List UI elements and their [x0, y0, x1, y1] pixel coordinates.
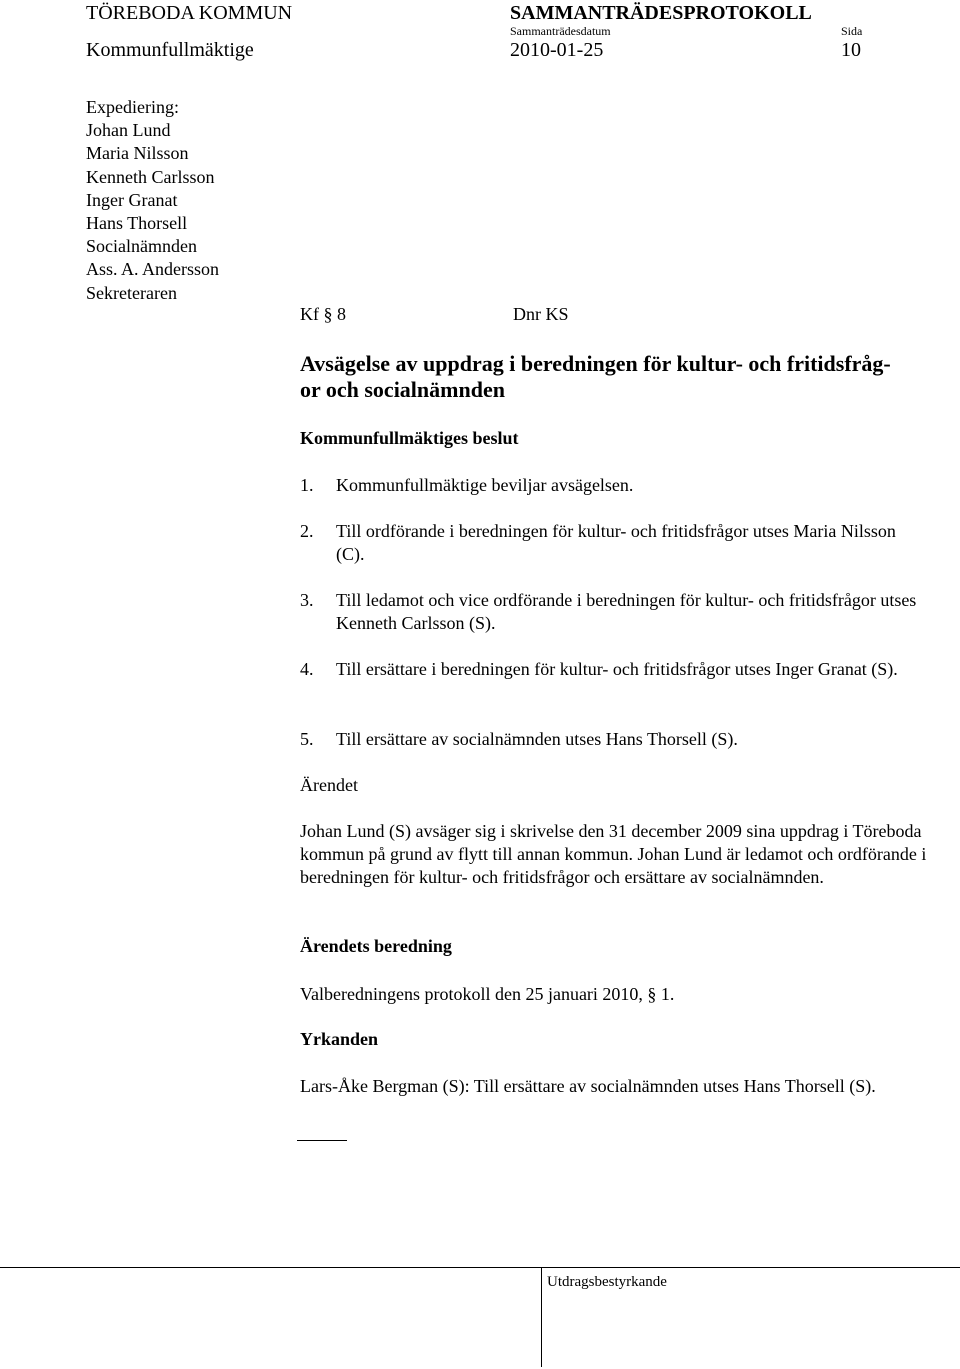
yrkanden-heading: Yrkanden	[300, 1029, 379, 1049]
end-rule	[297, 1140, 347, 1141]
extract-label: Utdragsbestyrkande	[547, 1274, 667, 1290]
recipient: Ass. A. Andersson	[86, 259, 220, 280]
expediering-block	[86, 96, 219, 305]
recipient: Hans Thorsell	[86, 213, 188, 234]
recipient: Sekreteraren	[86, 282, 177, 303]
case-title-line-1: Avsägelse av uppdrag i beredningen för kultur- och fritidsfråg-	[300, 351, 891, 376]
page-label: Sida	[841, 24, 863, 38]
recipient: Socialnämnden	[86, 236, 197, 257]
decision-item	[300, 474, 950, 497]
body-name: Kommunfullmäktige	[86, 39, 254, 61]
case-title-line-2: or och socialnämnden	[300, 377, 505, 402]
recipient: Inger Granat	[86, 189, 178, 210]
item-number: 1.	[300, 475, 314, 495]
item-number: 3.	[300, 590, 314, 610]
item-number: 5.	[300, 729, 314, 749]
protocol-title: SAMMANTRÄDESPROTOKOLL	[510, 2, 812, 24]
item-text: Till ersättare i beredningen för kultur- och fritidsfrågor utses Inger Granat (S).	[336, 659, 898, 679]
expediering-label: Expediering:	[86, 97, 179, 117]
decision-item	[300, 520, 950, 566]
footer-divider	[541, 1267, 542, 1367]
yrkanden-text: Lars-Åke Bergman (S): Till ersättare av socialnämnden utses Hans Thorsell (S).	[300, 1076, 876, 1096]
item-text: Till ersättare av socialnämnden utses Hans Thorsell (S).	[336, 729, 738, 749]
recipient: Johan Lund	[86, 120, 171, 141]
beredning-text: Valberedningens protokoll den 25 januari 2010, § 1.	[300, 984, 675, 1004]
arendet-heading: Ärendet	[300, 775, 358, 795]
beredning-heading: Ärendets beredning	[300, 936, 452, 956]
decision-item	[300, 589, 950, 635]
municipality-name: TÖREBODA KOMMUN	[86, 2, 293, 24]
dnr: Dnr KS	[513, 304, 569, 324]
recipient: Maria Nilsson	[86, 143, 189, 164]
item-number: 2.	[300, 521, 314, 541]
meeting-date: 2010-01-25	[510, 39, 604, 61]
item-text: Till ordförande i beredningen för kultur- och fritidsfrågor utses Maria Nilsson (C).	[336, 521, 896, 564]
footer-rule	[0, 1267, 960, 1268]
decision-item	[300, 728, 950, 751]
arendet-text: Johan Lund (S) avsäger sig i skrivelse den 31 december 2009 sina uppdrag i Töreboda kommun på grund av flytt till annan kommun. Johan Lund är ledamot och ordförande i beredningen för kultur- och fritidsfrågor och ersättare av socialnämnden.	[300, 821, 927, 887]
item-text: Till ledamot och vice ordförande i beredningen för kultur- och fritidsfrågor utses Kenneth Carlsson (S).	[336, 590, 917, 633]
recipient: Kenneth Carlsson	[86, 166, 215, 187]
decision-heading: Kommunfullmäktiges beslut	[300, 428, 519, 448]
meeting-date-label: Sammanträdesdatum	[510, 24, 611, 38]
section-number: Kf § 8	[300, 304, 346, 324]
decision-item	[300, 658, 950, 681]
item-text: Kommunfullmäktige beviljar avsägelsen.	[336, 475, 634, 495]
item-number: 4.	[300, 659, 314, 679]
page-number: 10	[841, 39, 861, 61]
